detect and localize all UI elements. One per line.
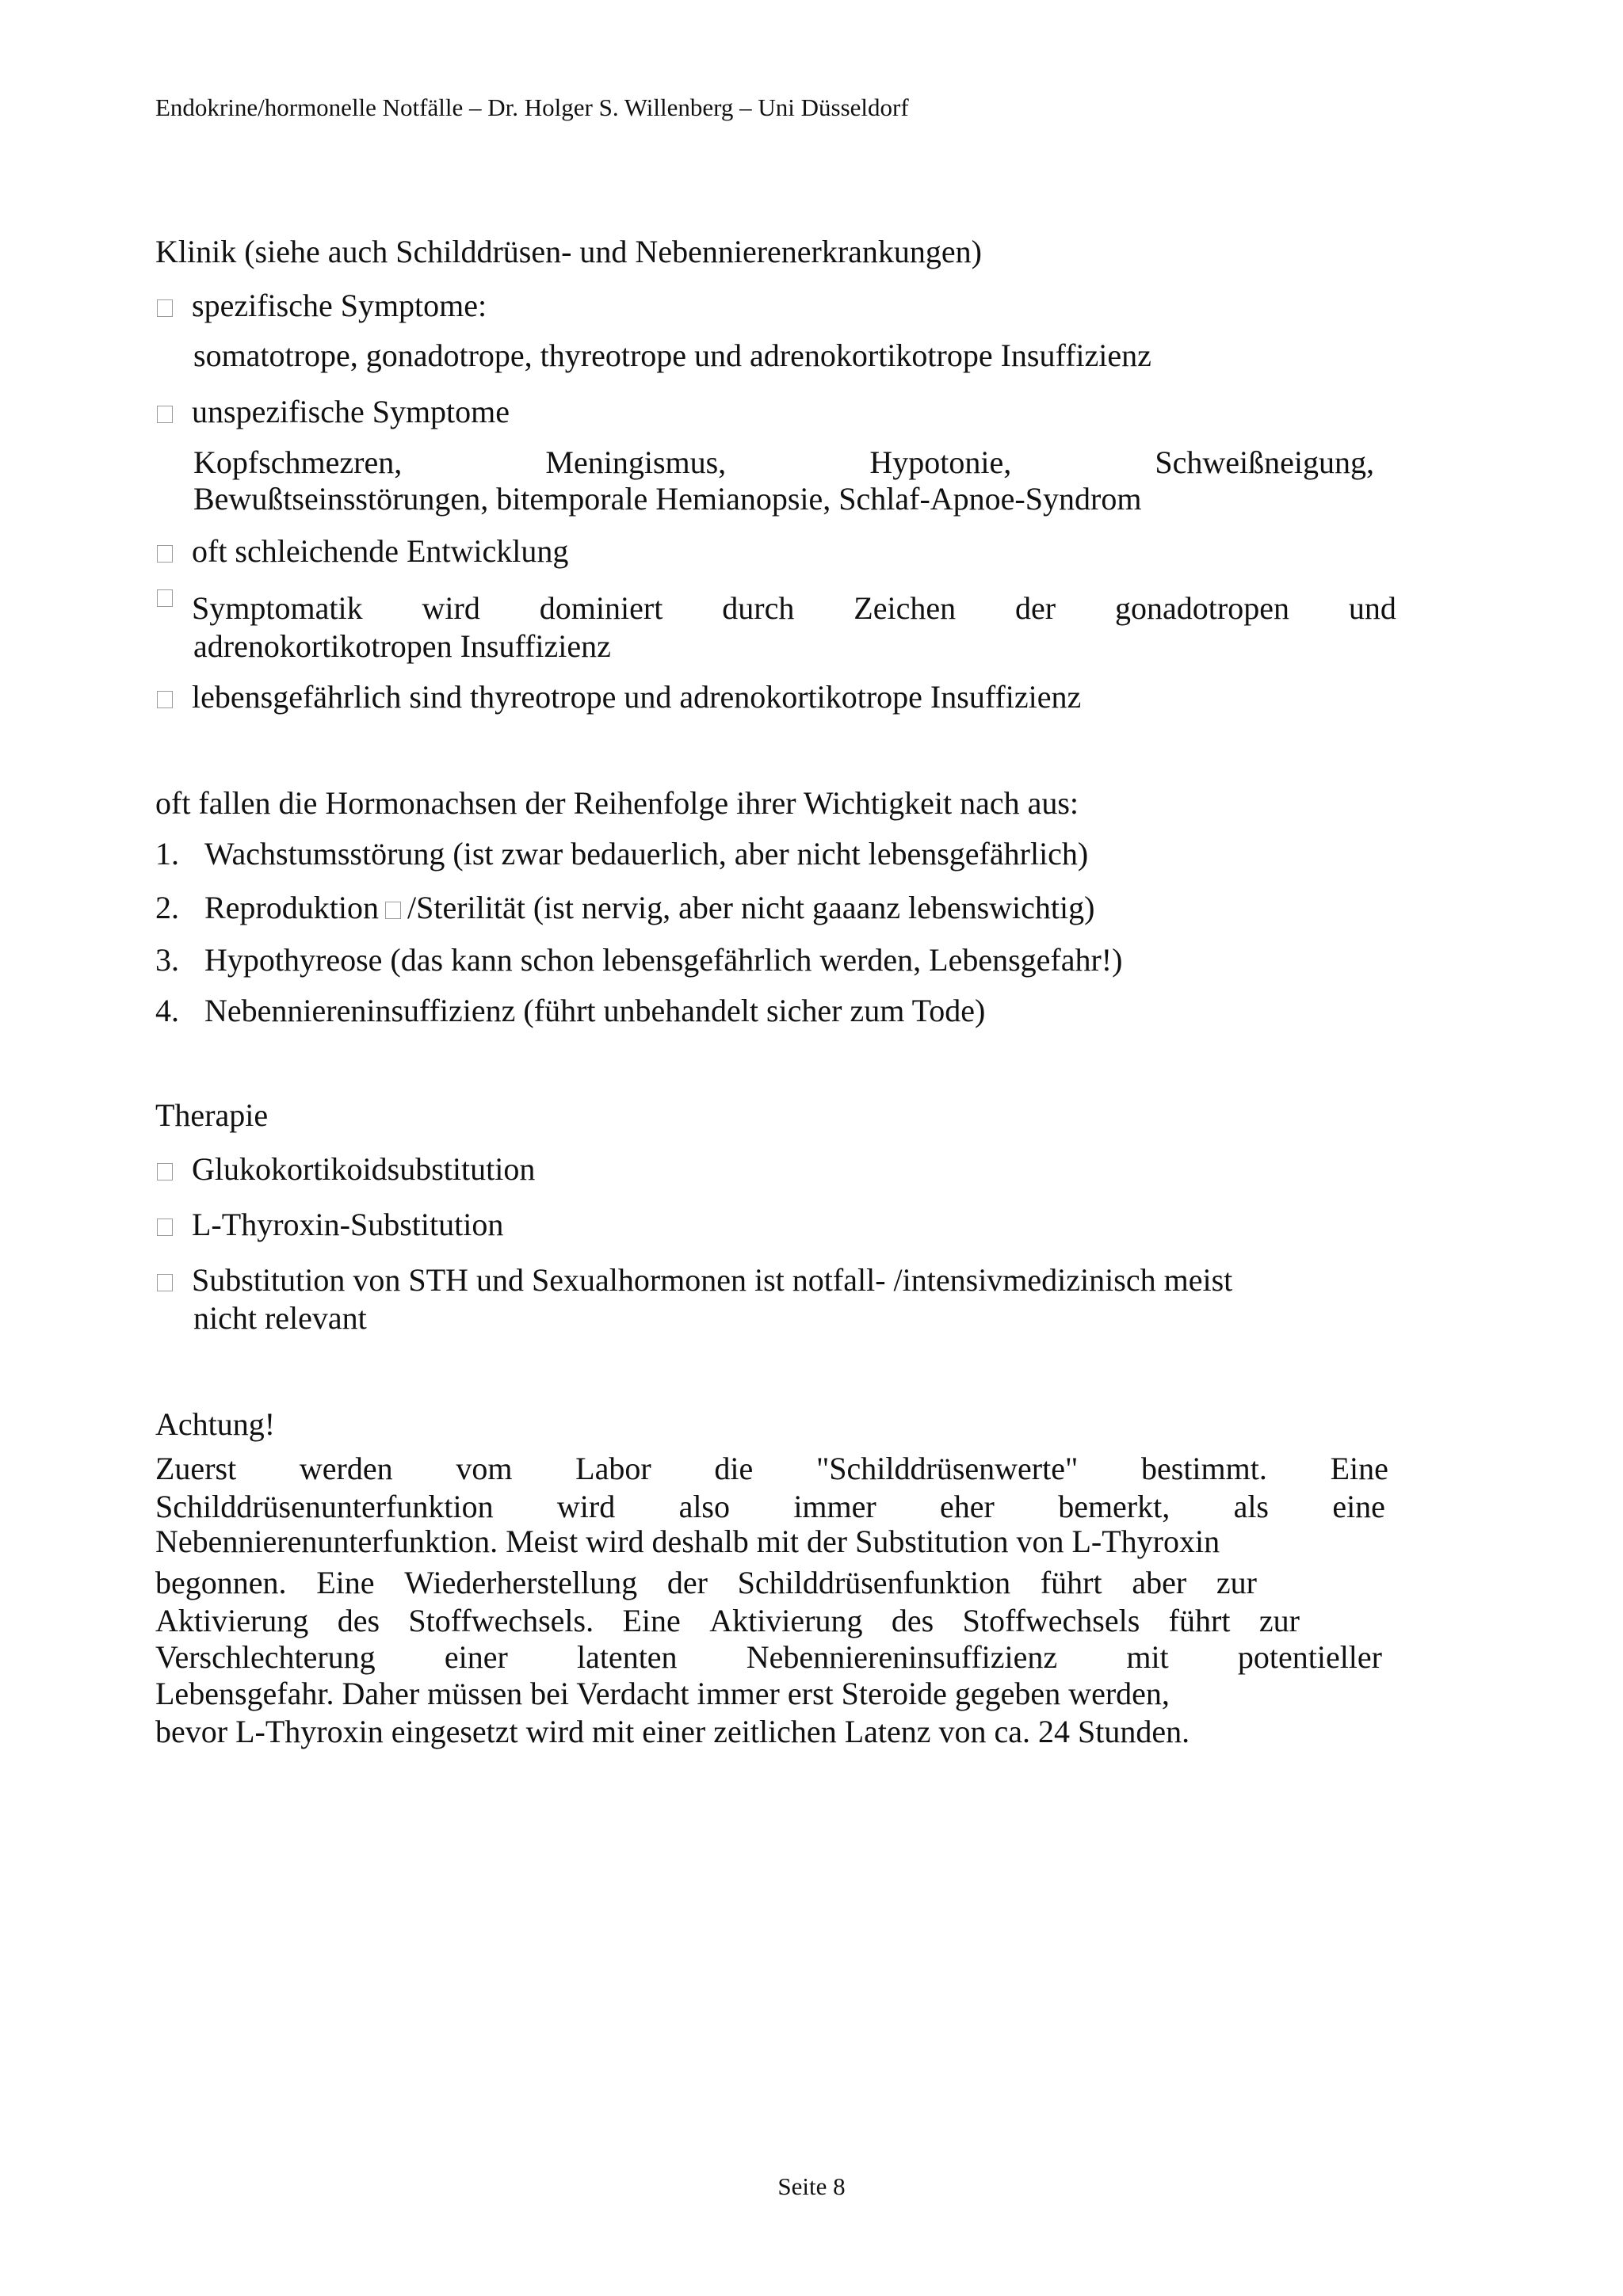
word: eine — [1332, 1489, 1385, 1524]
therapie-bullet-sth — [157, 1261, 1232, 1299]
klinik-symptomatik-line2: adrenokortikotropen Insuffizienz — [193, 628, 611, 664]
word: Labor — [575, 1451, 651, 1486]
word: vom — [456, 1451, 513, 1486]
word: Eine — [1330, 1451, 1388, 1486]
word: Kopfschmezren, — [193, 444, 403, 480]
klinik-unspecific-line1 — [193, 444, 1374, 481]
checkbox-bullet-icon — [157, 1219, 173, 1236]
achsen-item-3 — [155, 941, 1122, 979]
klinik-bullet-schleichend — [157, 532, 568, 570]
klinik-bullet-unspecific — [157, 393, 510, 431]
word: der — [666, 1565, 708, 1600]
klinik-bullet-lebensgefaehrlich — [157, 678, 1081, 716]
word: begonnen. — [155, 1565, 287, 1600]
missing-glyph-icon — [385, 902, 401, 919]
checkbox-bullet-icon — [157, 1163, 173, 1180]
word: Schweißneigung, — [1155, 444, 1374, 480]
word: des — [337, 1603, 380, 1638]
word: wird — [422, 590, 480, 626]
achtung-line1 — [155, 1450, 1388, 1487]
achtung-line2 — [155, 1488, 1385, 1525]
word: Schilddrüsenunterfunktion — [155, 1489, 494, 1524]
achsen-item-1 — [155, 835, 1088, 873]
achtung-line6 — [155, 1638, 1382, 1676]
checkbox-bullet-icon — [157, 589, 173, 607]
word: Eine — [316, 1565, 375, 1600]
word: zur — [1216, 1565, 1257, 1600]
klinik-symptomatik-line1 — [192, 589, 1396, 627]
word: durch — [722, 590, 795, 626]
word: latenten — [576, 1639, 678, 1675]
achtung-line8: bevor L-Thyroxin eingesetzt wird mit einer zeitlichen Latenz von ca. 24 Stunden. — [155, 1714, 1190, 1749]
word: immer — [793, 1489, 876, 1524]
word: Nebenniereninsuffizienz — [746, 1639, 1058, 1675]
word: aber — [1132, 1565, 1187, 1600]
bullet-text: oft schleichende Entwicklung — [192, 533, 569, 569]
bullet-text: unspezifische Symptome — [192, 394, 510, 429]
klinik-specific-text: somatotrope, gonadotrope, thyreotrope und adrenokortikotrope Insuffizienz — [193, 338, 1151, 373]
bullet-text: L-Thyroxin-Substitution — [192, 1207, 504, 1242]
word: potentieller — [1237, 1639, 1382, 1675]
checkbox-bullet-icon — [157, 1274, 173, 1291]
word: Stoffwechsels. — [408, 1603, 594, 1638]
word: gonadotropen — [1115, 590, 1289, 626]
list-text: Hypothyreose (das kann schon lebensgefährlich werden, Lebensgefahr!) — [204, 942, 1123, 978]
word: dominiert — [539, 590, 663, 626]
checkbox-bullet-icon — [157, 299, 173, 317]
achsen-item-4 — [155, 992, 985, 1030]
word: Meningismus, — [545, 444, 727, 480]
word: Aktivierung — [709, 1603, 863, 1638]
klinik-unspecific-line2: Bewußtseinsstörungen, bitemporale Hemianopsie, Schlaf-Apnoe-Syndrom — [193, 481, 1142, 517]
word: "Schilddrüsenwerte" — [815, 1451, 1079, 1486]
word: Symptomatik — [192, 590, 363, 626]
word: Eine — [622, 1603, 681, 1638]
list-text: /Sterilität (ist nervig, aber nicht gaaanz lebenswichtig) — [407, 890, 1095, 925]
word: Verschlechterung — [155, 1639, 376, 1675]
word: der — [1015, 590, 1056, 626]
bullet-text: Substitution von STH und Sexualhormonen ist notfall- /intensivmedizinisch meist — [192, 1262, 1233, 1298]
word: des — [891, 1603, 934, 1638]
word: Wiederherstellung — [404, 1565, 638, 1600]
word: Stoffwechsels — [962, 1603, 1140, 1638]
list-text: Reproduktion — [204, 890, 379, 925]
word: Zuerst — [155, 1451, 237, 1486]
list-text: Wachstumsstörung (ist zwar bedauerlich, aber nicht lebensgefährlich) — [204, 836, 1089, 871]
bullet-text: spezifische Symptome: — [192, 288, 487, 323]
word: zur — [1258, 1603, 1300, 1638]
achtung-line7: Lebensgefahr. Daher müssen bei Verdacht immer erst Steroide gegeben werden, — [155, 1676, 1170, 1711]
page-header: Endokrine/hormonelle Notfälle – Dr. Holger S. Willenberg – Uni Düsseldorf — [155, 93, 909, 121]
word: bemerkt, — [1058, 1489, 1170, 1524]
word: Zeichen — [854, 590, 957, 626]
achtung-line5 — [155, 1602, 1300, 1639]
list-number: 1. — [155, 836, 179, 871]
word: führt — [1040, 1565, 1102, 1600]
word: also — [678, 1489, 730, 1524]
achtung-heading: Achtung! — [155, 1406, 276, 1442]
achtung-line3: Nebennierenunterfunktion. Meist wird deshalb mit der Substitution von L-Thyroxin — [155, 1524, 1220, 1559]
word: Schilddrüsenfunktion — [737, 1565, 1011, 1600]
achsen-item-2 — [155, 889, 1094, 927]
list-number: 2. — [155, 890, 179, 925]
achtung-line4 — [155, 1564, 1257, 1601]
klinik-bullet-symptomatik-icon-wrap — [157, 589, 192, 610]
checkbox-bullet-icon — [157, 406, 173, 423]
bullet-text: Glukokortikoidsubstitution — [192, 1151, 536, 1187]
list-text: Nebenniereninsuffizienz (führt unbehandelt sicher zum Tode) — [204, 993, 986, 1028]
page-footer: Seite 8 — [777, 2172, 846, 2200]
word: werden — [299, 1451, 393, 1486]
klinik-bullet-specific — [157, 287, 487, 325]
word: mit — [1126, 1639, 1169, 1675]
checkbox-bullet-icon — [157, 691, 173, 708]
achsen-intro: oft fallen die Hormonachsen der Reihenfolge ihrer Wichtigkeit nach aus: — [155, 785, 1079, 821]
list-number: 4. — [155, 993, 179, 1028]
word: einer — [444, 1639, 508, 1675]
word: die — [714, 1451, 754, 1486]
word: eher — [940, 1489, 995, 1524]
word: führt — [1168, 1603, 1231, 1638]
checkbox-bullet-icon — [157, 545, 173, 563]
bullet-text: lebensgefährlich sind thyreotrope und adrenokortikotrope Insuffizienz — [192, 679, 1082, 715]
word: wird — [556, 1489, 616, 1524]
word: Hypotonie, — [869, 444, 1012, 480]
word: bestimmt. — [1141, 1451, 1267, 1486]
word: Aktivierung — [155, 1603, 309, 1638]
klinik-heading: Klinik (siehe auch Schilddrüsen- und Nebennierenerkrankungen) — [155, 234, 982, 269]
therapie-sth-line2: nicht relevant — [193, 1300, 367, 1336]
list-number: 3. — [155, 942, 179, 978]
therapie-bullet-gluko — [157, 1150, 535, 1188]
word: als — [1233, 1489, 1269, 1524]
therapie-heading: Therapie — [155, 1097, 269, 1133]
word: und — [1348, 590, 1396, 626]
therapie-bullet-thyroxin — [157, 1206, 503, 1244]
